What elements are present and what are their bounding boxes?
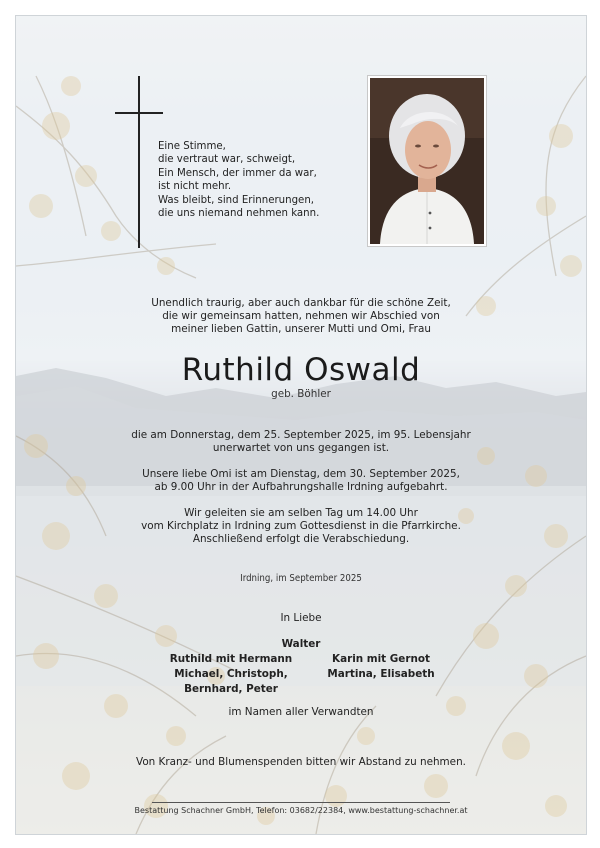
intro-text: [16, 297, 586, 337]
death-line: unerwartet von uns gegangen ist.: [212, 442, 390, 455]
donation-note: Von Kranz- und Blumenspenden bitten wir Abstand zu nehmen.: [136, 756, 466, 768]
funeral-home-footer: Bestattung Schachner GmbH, Telefon: 03682/22384, www.bestattung-schachner.at: [134, 806, 468, 815]
portrait-image: [370, 78, 484, 244]
cross-icon-vertical: [138, 76, 140, 248]
poem-line: Ein Mensch, der immer da war,: [158, 167, 317, 179]
place-date: Irdning, im September 2025: [240, 573, 362, 584]
in-love-label: In Liebe: [280, 612, 322, 624]
relatives-note: im Namen aller Verwandten: [228, 706, 374, 718]
poem-line: die vertraut war, schweigt,: [158, 154, 296, 166]
funeral-line: vom Kirchplatz in Irdning zum Gottesdienst in die Pfarrkirche.: [141, 520, 461, 533]
cross-icon-horizontal: [115, 112, 163, 114]
poem-line: ist nicht mehr.: [158, 181, 232, 193]
family-line: Martina, Elisabeth: [327, 668, 435, 681]
deceased-name: Ruthild Oswald: [181, 352, 421, 388]
funeral-line: Anschließend erfolgt die Verabschiedung.: [192, 533, 410, 546]
obituary-content: [16, 16, 586, 834]
family-line: Ruthild mit Hermann: [169, 653, 293, 665]
intro-line: die wir gemeinsam hatten, nehmen wir Abschied von: [162, 310, 440, 323]
poem-line: Was bleibt, sind Erinnerungen,: [158, 194, 315, 206]
poem-line: die uns niemand nehmen kann.: [158, 208, 320, 220]
viewing-notice: [16, 468, 586, 494]
death-notice: [16, 429, 586, 455]
funeral-line: Wir geleiten sie am selben Tag um 14.00 Uhr: [184, 507, 418, 519]
obituary-page: [15, 15, 587, 835]
poem-line: Eine Stimme,: [158, 141, 226, 152]
death-line: die am Donnerstag, dem 25. September 2025, im 95. Lebensjahr: [131, 429, 471, 441]
intro-line: meiner lieben Gattin, unserer Mutti und Omi, Frau: [171, 323, 431, 336]
maiden-name: geb. Böhler: [271, 388, 331, 400]
viewing-line: Unsere liebe Omi ist am Dienstag, dem 30. September 2025,: [142, 468, 460, 480]
family-left-column: [156, 652, 306, 698]
spouse-name: Walter: [281, 638, 321, 650]
family-line: Karin mit Gernot: [332, 653, 430, 665]
viewing-line: ab 9.00 Uhr in der Aufbahrungshalle Irdning aufgebahrt.: [154, 481, 448, 494]
family-spouse: [16, 637, 586, 652]
intro-line: Unendlich traurig, aber auch dankbar für die schöne Zeit,: [151, 297, 451, 309]
memorial-poem: [158, 140, 378, 220]
family-line: Michael, Christoph,: [174, 668, 288, 681]
family-right-column: [306, 652, 456, 682]
funeral-notice: [16, 507, 586, 547]
portrait-photo: [367, 75, 487, 247]
family-line: Bernhard, Peter: [184, 683, 278, 696]
footer-divider: [152, 802, 450, 803]
